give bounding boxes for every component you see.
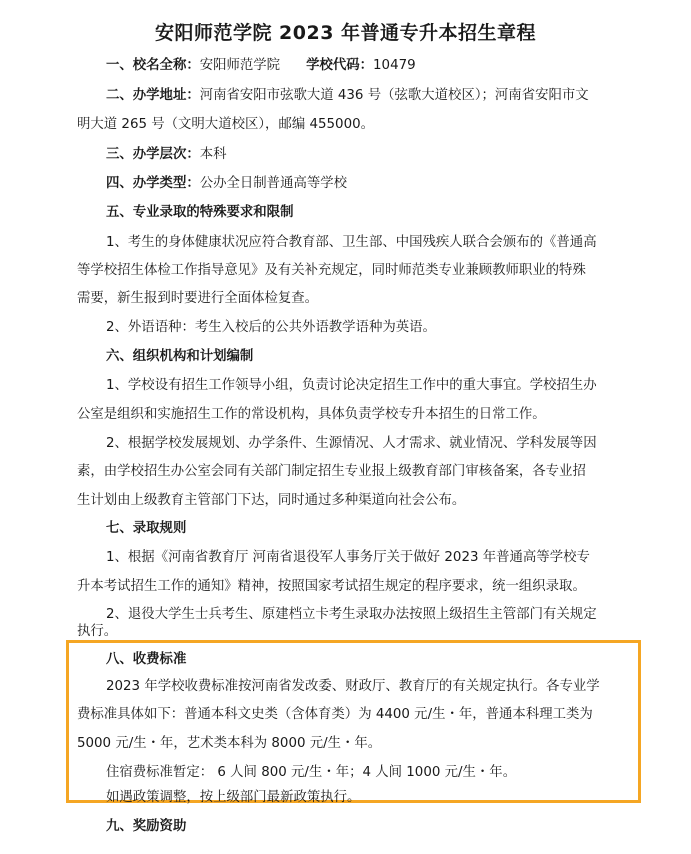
section-6-p2-line: 生计划由上级教育主管部门下达，同时通过多种渠道向社会公布。 — [77, 493, 466, 508]
section-5-p1-line: 1、考生的身体健康状况应符合教育部、卫生部、中国残疾人联合会颁布的《普通高 — [106, 235, 597, 250]
section-7-p1-line: 1、根据《河南省教育厅 河南省退役军人事务厅关于做好 2023 年普通高等学校专 — [106, 550, 590, 565]
document-title: 安阳师范学院 2023 年普通专升本招生章程 — [154, 22, 537, 44]
school-type: 公办全日制普通高等学校 — [199, 176, 348, 191]
section-5-p1-line: 等学校招生体检工作指导意见》及有关补充规定，同时师范类专业兼顾教师职业的特殊 — [77, 263, 586, 278]
accommodation-fee: 住宿费标准暂定： 6 人间 800 元/生・年；4 人间 1000 元/生・年。 — [106, 765, 517, 780]
section-3-label: 三、办学层次： — [106, 147, 200, 162]
section-5-heading: 五、专业录取的特殊要求和限制 — [106, 205, 294, 220]
section-1-line — [106, 56, 416, 76]
section-1-label: 一、校名全称： — [106, 58, 200, 73]
address-line-1: 河南省安阳市弦歌大道 436 号（弦歌大道校区）；河南省安阳市文 — [199, 88, 589, 103]
address-line-2: 明大道 265 号（文明大道校区），邮编 455000。 — [77, 117, 374, 132]
school-code: 10479 — [373, 58, 416, 73]
section-7-heading: 七、录取规则 — [106, 521, 187, 536]
section-6-p1-line: 公室是组织和实施招生工作的常设机构，具体负责学校专升本招生的日常工作。 — [77, 407, 546, 422]
section-6-p1-line: 1、学校设有招生工作领导小组，负责讨论决定招生工作中的重大事宜。学校招生办 — [106, 378, 597, 393]
section-8-p1-line: 费标准具体如下：普通本科文史类（含体育类）为 4400 元/生・年，普通本科理工类为 — [77, 707, 593, 722]
section-3-line — [106, 145, 227, 165]
section-5-p2: 2、外语语种：考生入校后的公共外语教学语种为英语。 — [106, 320, 436, 335]
section-7-p1-line: 升本考试招生工作的通知》精神，按照国家考试招生规定的程序要求，统一组织录取。 — [77, 579, 586, 594]
section-2-label: 二、办学地址： — [106, 88, 200, 103]
section-6-p2-line: 素，由学校招生办公室会同有关部门制定招生专业报上级教育部门审核备案，各专业招 — [77, 464, 586, 479]
section-4-label: 四、办学类型： — [106, 176, 200, 191]
section-8-p1-line: 2023 年学校收费标准按河南省发改委、财政厅、教育厅的有关规定执行。各专业学 — [106, 679, 600, 694]
school-code-label: 学校代码： — [306, 58, 374, 73]
section-6-heading: 六、组织机构和计划编制 — [106, 349, 254, 364]
section-7-p2-line: 执行。 — [77, 624, 118, 639]
education-level: 本科 — [199, 147, 227, 162]
section-8-heading: 八、收费标准 — [106, 652, 187, 667]
section-7-p2-line: 2、退役大学生士兵考生、原建档立卡考生录取办法按照上级招生主管部门有关规定 — [106, 607, 597, 622]
policy-adjustment-note: 如遇政策调整，按上级部门最新政策执行。 — [106, 790, 361, 805]
school-name: 安阳师范学院 — [199, 58, 281, 73]
section-8-p1-line: 5000 元/生・年，艺术类本科为 8000 元/生・年。 — [77, 736, 382, 751]
section-9-heading: 九、奖励资助 — [106, 819, 187, 834]
section-2-line — [106, 86, 589, 106]
section-4-line — [106, 174, 347, 194]
section-6-p2-line: 2、根据学校发展规划、办学条件、生源情况、人才需求、就业情况、学科发展等因 — [106, 436, 597, 451]
section-5-p1-line: 需要，新生报到时要进行全面体检复查。 — [77, 291, 319, 306]
